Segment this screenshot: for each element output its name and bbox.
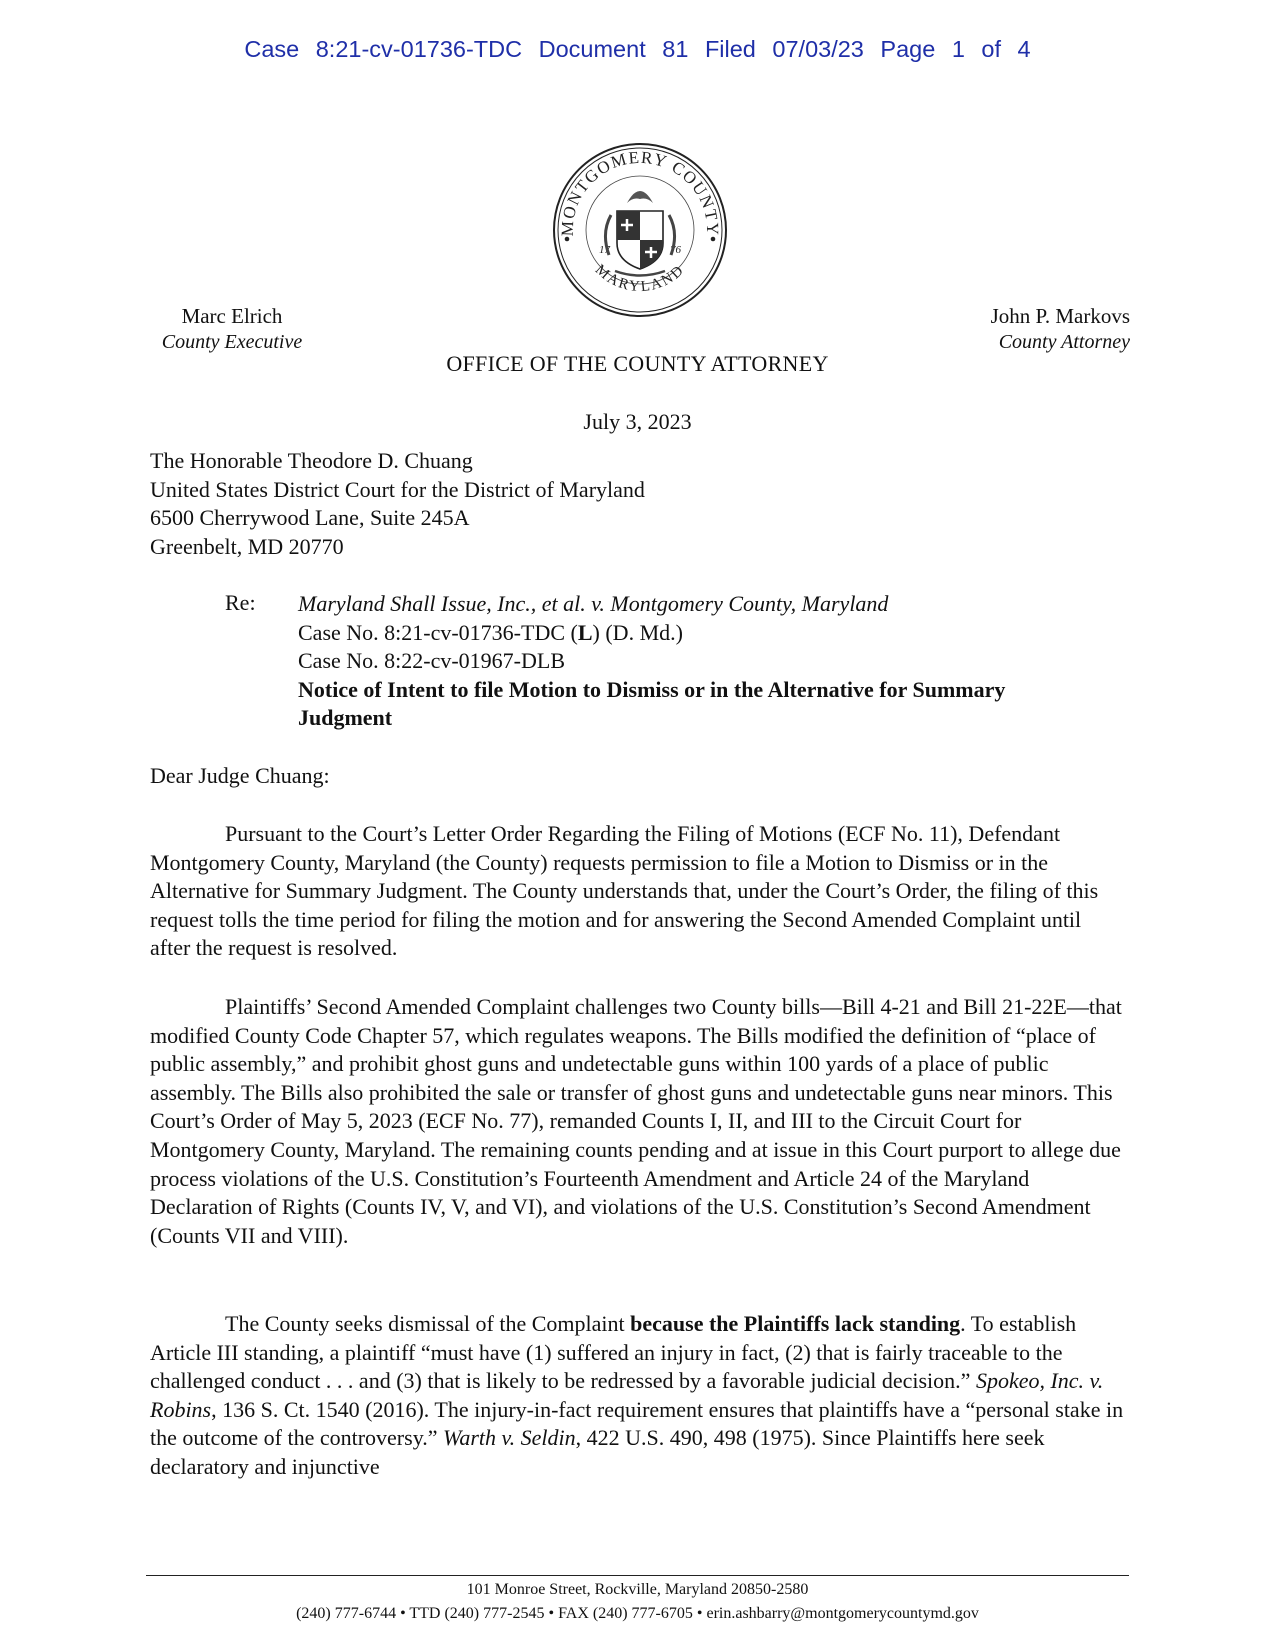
footer-contact: (240) 777-6744 • TTD (240) 777-2545 • FAX (240) 777-6705 • erin.ashbarry@montgomerycountymd.gov xyxy=(296,1605,979,1622)
county-attorney-title: County Attorney xyxy=(998,331,1130,353)
svg-text:76: 76 xyxy=(670,244,681,256)
paragraph-1: Pursuant to the Court’s Letter Order Regarding the Filing of Motions (ECF No. 11), Defendant Montgomery County, Maryland (the County) requests permission to file a Motion to Dismiss or in the Alternative for Summary Judgment. The County understands that, under the Court’s Order, the filing of this request tolls the time period for filing the motion and for answering the Second Amended Complaint until after the request is resolved. xyxy=(150,821,1099,961)
case-number-2: Case No. 8:22-cv-01967-DLB xyxy=(298,648,566,673)
county-seal-logo xyxy=(551,141,729,319)
recipient-line: The Honorable Theodore D. Chuang xyxy=(150,448,473,473)
county-executive-name: Marc Elrich xyxy=(181,304,283,328)
svg-text:17: 17 xyxy=(599,244,610,256)
recipient-address xyxy=(150,447,645,561)
county-attorney-name: John P. Markovs xyxy=(990,304,1130,328)
notice-title: Notice of Intent to file Motion to Dismiss or in the Alternative for Summary Judgment xyxy=(298,676,1006,730)
stamp-document-number: Document 81 xyxy=(538,36,689,62)
re-block xyxy=(298,590,1098,733)
stamp-case-number: Case 8:21-cv-01736-TDC xyxy=(244,36,523,62)
svg-text:MARYLAND: MARYLAND xyxy=(591,261,689,296)
footer-address: 101 Monroe Street, Rockville, Maryland 20850-2580 xyxy=(466,1581,809,1598)
case-number-1: Case No. 8:21-cv-01736-TDC (L) (D. Md.) xyxy=(298,619,683,645)
paragraph-2: Plaintiffs’ Second Amended Complaint challenges two County bills—Bill 4-21 and Bill 21-22E—that modified County Code Chapter 57, which regulates weapons. The Bills modified the definition of “place of public assembly,” and prohibit ghost guns and undetectable guns within 100 yards of a place of public assembly. The Bills also prohibited the sale or transfer of ghost guns and undetectable guns near minors. This Court’s Order of May 5, 2023 (ECF No. 77), remanded Counts I, II, and III to the Circuit Court for Montgomery County, Maryland. The remaining counts pending and at issue in this Court purport to allege due process violations of the U.S. Constitution’s Fourteenth Amendment and Article 24 of the Maryland Declaration of Rights (Counts IV, V, and VI), and violations of the U.S. Constitution’s Second Amendment (Counts VII and VIII). xyxy=(150,994,1122,1248)
recipient-line: United States District Court for the District of Maryland xyxy=(150,476,645,502)
stamp-filed-date: Filed 07/03/23 xyxy=(704,36,864,62)
office-heading: OFFICE OF THE COUNTY ATTORNEY xyxy=(446,351,829,376)
salutation: Dear Judge Chuang: xyxy=(150,763,330,788)
re-label: Re: xyxy=(225,590,256,615)
recipient-line: Greenbelt, MD 20770 xyxy=(150,533,344,559)
recipient-line: 6500 Cherrywood Lane, Suite 245A xyxy=(150,505,470,530)
stamp-page-number: Page 1 of 4 xyxy=(880,36,1031,62)
ecf-header-stamp xyxy=(0,36,1275,63)
county-executive-title: County Executive xyxy=(161,331,303,353)
case-caption: Maryland Shall Issue, Inc., et al. v. Montgomery County, Maryland xyxy=(298,591,889,616)
footer-divider xyxy=(146,1575,1129,1576)
paragraph-3: The County seeks dismissal of the Complaint because the Plaintiffs lack standing. To establish Article III standing, a plaintiff “must have (1) suffered an injury in fact, (2) that is fairly traceable to the challenged conduct . . . and (3) that is likely to be redressed by a favorable judicial decision.” Spokeo, Inc. v. Robins, 136 S. Ct. 1540 (2016). The injury-in-fact requirement ensures that plaintiffs have a “personal stake in the outcome of the controversy.” Warth v. Seldin, 422 U.S. 490, 498 (1975). Since Plaintiffs here seek declaratory and injunctive xyxy=(150,1311,1124,1479)
svg-text:MONTGOMERY COUNTY: MONTGOMERY COUNTY xyxy=(557,147,723,237)
letter-date: July 3, 2023 xyxy=(583,409,692,434)
